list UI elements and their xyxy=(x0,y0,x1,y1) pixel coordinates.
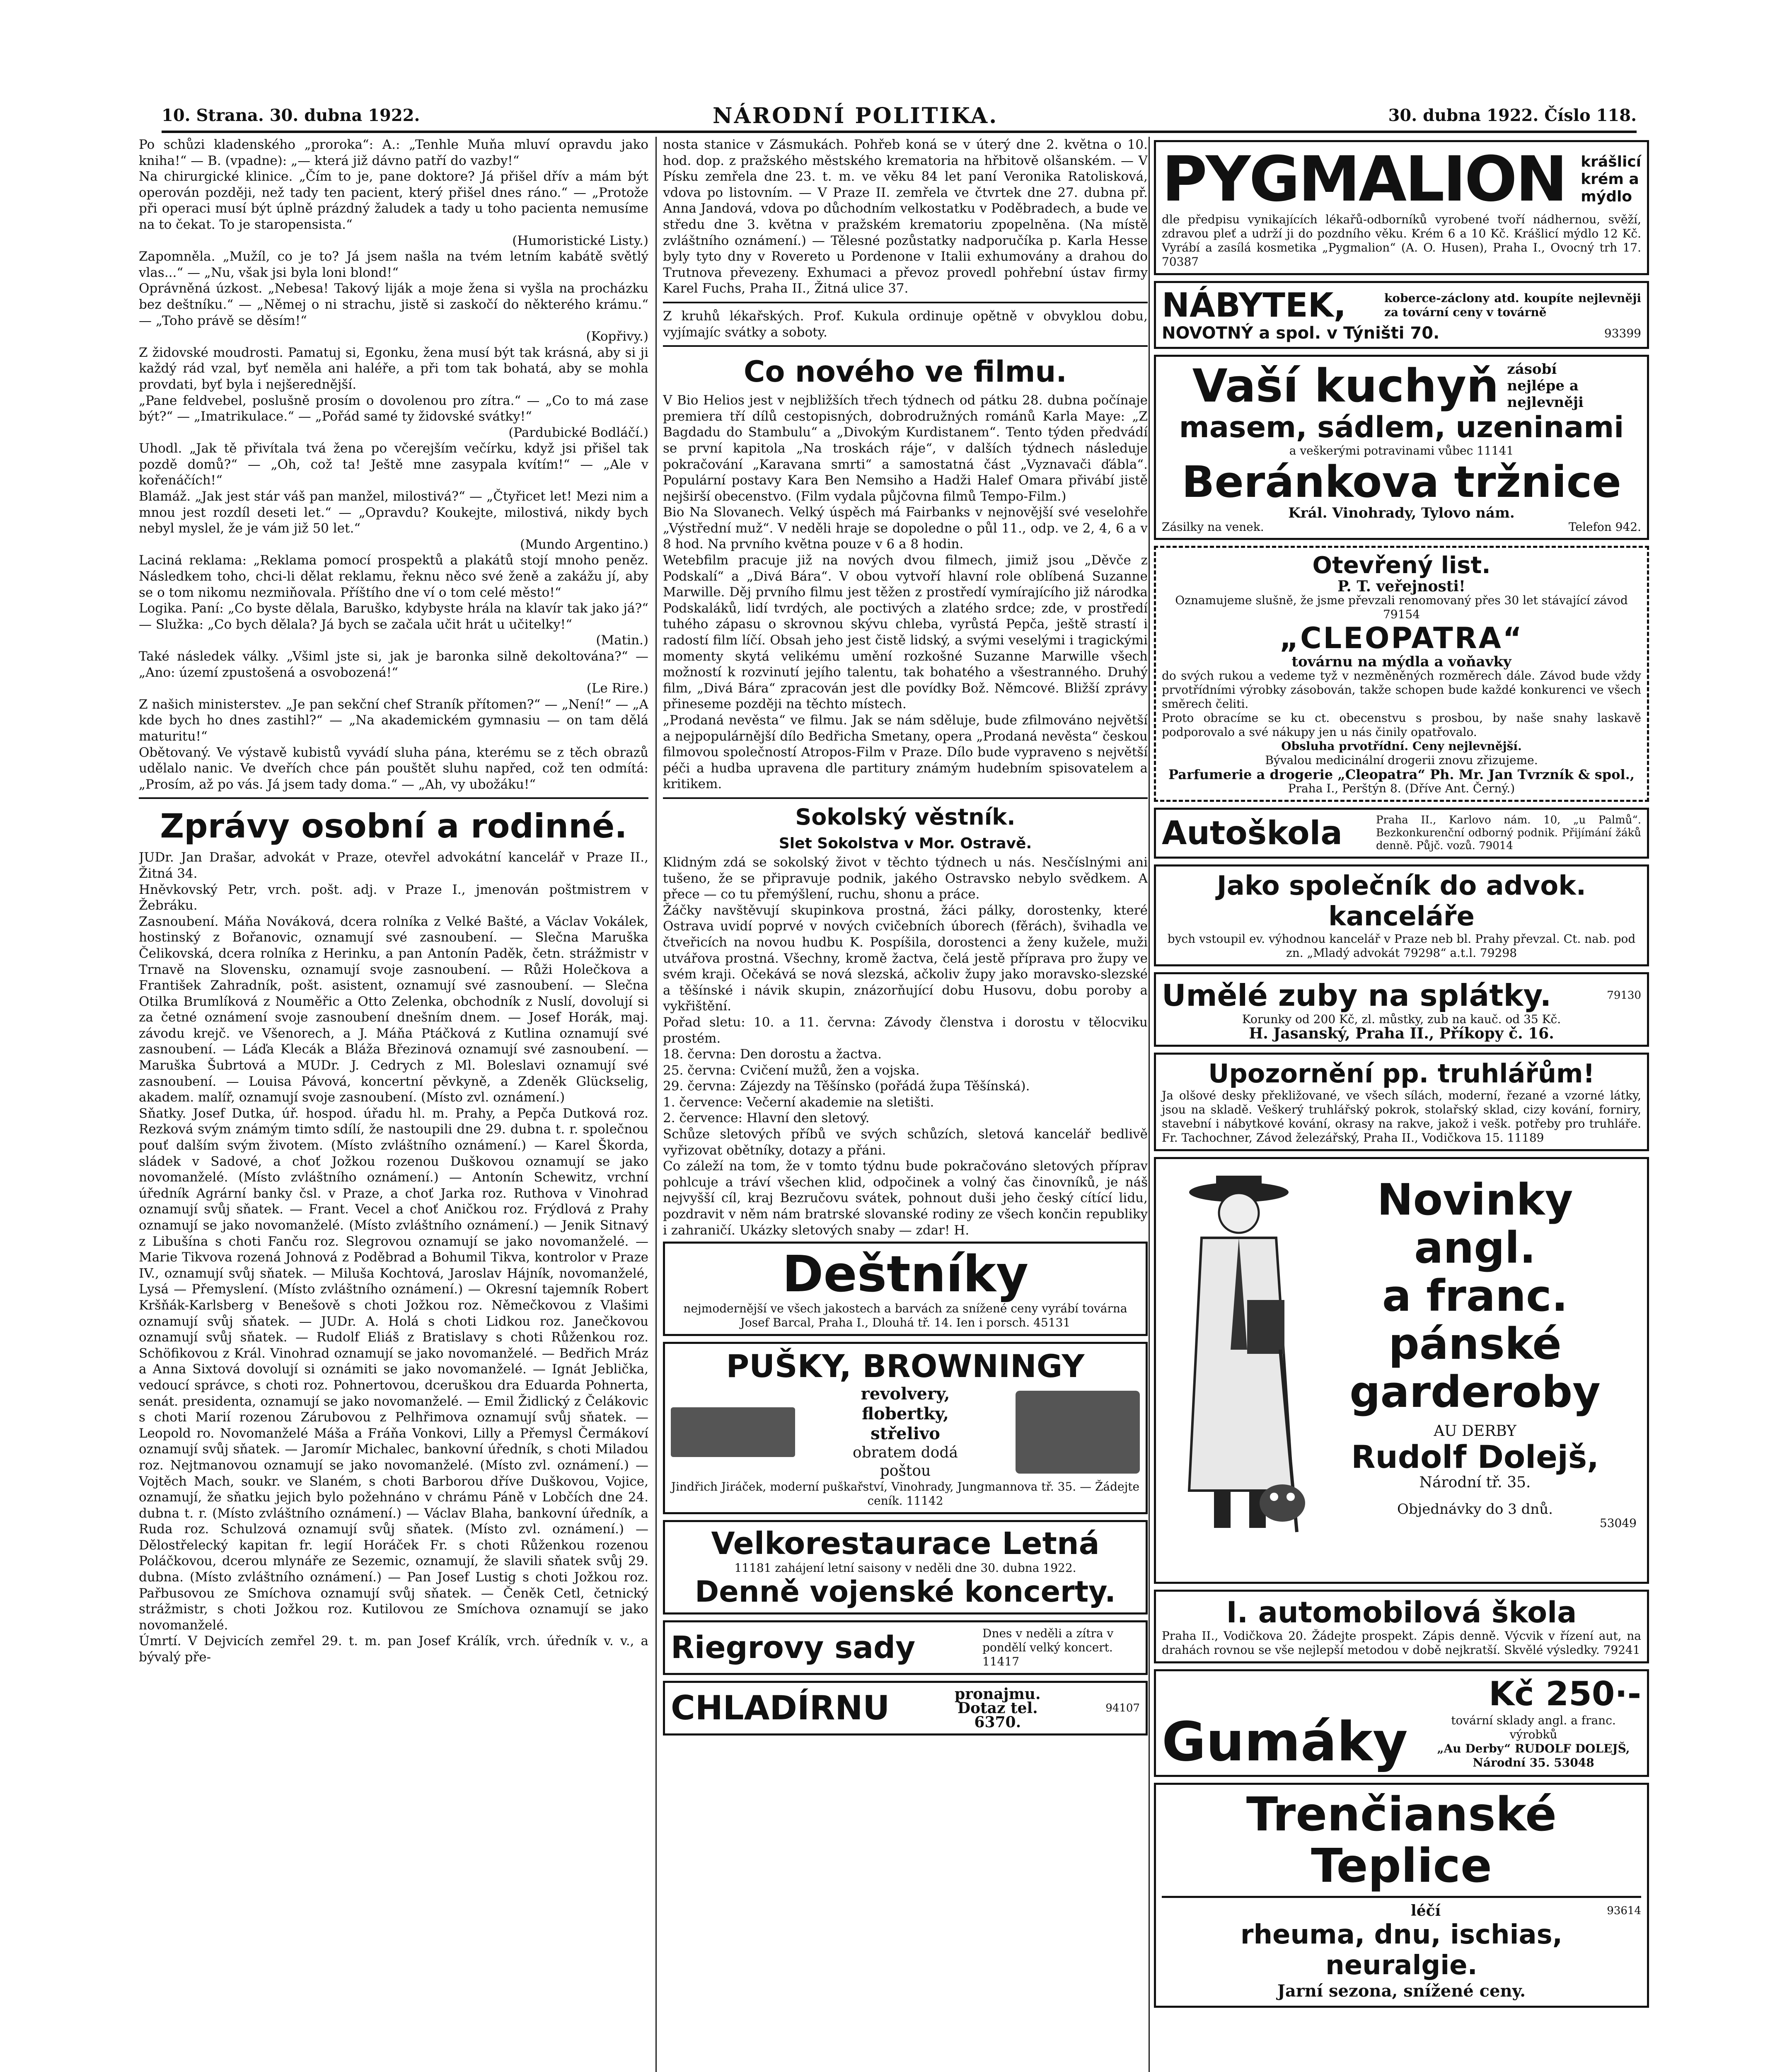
humor-source: (Le Rire.) xyxy=(586,681,648,696)
ad-list-brand: „CLEOPATRA“ xyxy=(1279,621,1524,655)
slet-section xyxy=(663,854,1148,1238)
humor-source: (Pardubické Bodláčí.) xyxy=(508,425,648,440)
humor-item: „Pane feldvebel, poslušně prosím o dovolenou pro zítra.“ — „Co to má zase být?“ — „Imatrikulace.“ — „Pořád samé ty židovské svátky!“ xyxy=(139,393,648,424)
ad-kuchyn-addr: Král. Vinohrady, Tylovo nám. xyxy=(1288,505,1515,521)
ad-nov-line: pánské xyxy=(1388,1319,1562,1369)
slet-item: Schůze sletových příbů ve svých schůzích, sletová kancelář bedlivě vyřizovat obětníky, dotazy a přáni. xyxy=(663,1127,1148,1158)
film-title: Co nového ve filmu. xyxy=(744,355,1067,389)
kruhu-lekarskych: Z kruhů lékařských. Prof. Kukula ordinuje opětně v obvyklou dobu, vyjímajíc svátky a soboty. xyxy=(663,308,1148,340)
ad-kuchyn-foot-right: Telefon 942. xyxy=(1568,520,1641,534)
humor-item: Zapomněla. „Mužíl, co je to? Já jsem našla na tvém letním kabátě světlý vlas...“ — „Nu, však jsi byla loni blond!“ xyxy=(139,249,648,280)
ad-list-p1: Oznamujeme slušně, že jsme převzali renomovaný přes 30 let stávající závod 79154 xyxy=(1175,593,1628,621)
humor-source: (Humoristické Listy.) xyxy=(512,233,648,248)
ad-chladirnu-num: 94107 xyxy=(1105,1702,1140,1715)
ad-chladirnu-text: pronajmu. Dotaz tel. 6370. xyxy=(955,1685,1041,1731)
slet-item: 1. července: Večerní akademie na sletišti. xyxy=(663,1094,934,1110)
ad-velk-title: Velkorestaurace Letná xyxy=(711,1526,1100,1562)
ad-pusky-addr: Jindřich Jiráček, moderní puškařství, Vinohrady, Jungmannova tř. 35. — Žádejte ceník. 11142 xyxy=(671,1480,1140,1508)
ad-auto-text: Praha II., Karlovo nám. 10, „u Palmů“. Bezkonkurenční odborný podnik. Přijímání žáků denně. Půjč. vozů. 79014 xyxy=(1376,814,1641,852)
humor-item: Po schůzi kladenského „proroka“: A.: „Tenhle Muňa mluví opravdu jako kniha!“ — B. (vpadne): „— která již dávno patří do vazby!“ xyxy=(139,137,648,168)
ad-kuchyn-side: zásobí nejlépe a nejlevněji xyxy=(1507,361,1584,411)
header-left: 10. Strana. 30. dubna 1922. xyxy=(162,106,420,125)
humor-item: Uhodl. „Jak tě přivítala tvá žena po včerejším večírku, když jsi přišel tak pozdě domů?“ — „Oh, což ta! Ještě mne zasypala kvítím!“ — „Ale v kořenáčích!“ xyxy=(139,441,648,488)
ad-kuchyn-foot-left: Zásilky na venek. xyxy=(1162,520,1264,534)
ad-gumaky-right xyxy=(1426,1714,1641,1770)
ad-chladirnu xyxy=(663,1681,1148,1736)
ad-list-p3: Proto obracíme se ku ct. obecenstvu s prosbou, by naše snahy laskavě podporovalo a své nákupy jen u nás činily opatřovalo. xyxy=(1162,711,1641,739)
section-divider xyxy=(139,797,648,799)
ad-zuby-addr: H. Jasanský, Praha II., Příkopy č. 16. xyxy=(1249,1025,1554,1042)
zpravy-item: Sňatky. Josef Dutka, úř. hospod. úřadu hl. m. Prahy, a Pepča Dutková roz. Rezková svým známým timto sdílí, že nastoupili dne 29. dubna t. r. společnou pouť dalším svým životem. (Místo zvláštního oznámení.) — Karel Škorda, sládek v Sadové, a choť Jožkou rozenou Duškovou oznamují se jako novomanželé. (Místo zvláštního oznámení.) — Antonín Schewitz, vrchní úředník Agrární banky čsl. v Praze, a choť Jarka roz. Ruthova v Vinohrad oznamují svůj sňatek. — Frant. Vecel a choť Aničkou roz. Frýdlová z Prahy oznamují se jako novomanželé. (Místo zvláštního oznámení.) — Jenik Sitnavý z Libušína s choti Fanču roz. Slegrovou oznamují se jako novomanželé. — Marie Tikvova rozená Johnová z Poděbrad a Bohumil Tikva, kontrolor v Praze IV., oznamují svůj sňatek. — Miluša Kochtová, Jaroslav Hájník, novomanželé, Lysá — Přemyslení. (Místo zvláštního oznámení.) — Okresní tajemník Robert Kršňák-Karlsberg v Benešově s choti Jožkou roz. Němečkovou z Vlašimi oznamují svůj sňatek. — JUDr. A. Holá s choti Lidkou roz. Janečkovou oznamují svůj sňatek. — Rudolf Eliáš z Bratislavy s choti Růženkou roz. Schöfikovou z Král. Vinohrad oznamují se jako novomanželé. — Bedřich Mráz a Anna Sixtová dovolují si oznámiti se jako novomanželé. — Ignát Jeblička, vedoucí správce, s choti roz. Pohnertovou, dceruškou dra Eduarda Pohnerta, senát. presidenta, oznamují se jako novomanželé. — Emil Židlický z Čelákovic s choti Marií rozenou Zárubovou z Pelhřimova oznamují svůj sňatek. — Leopold ro. Novomanželé Máša a Fráňa Vonkovi, Lilly a Přemysl Čermákoví oznamují svůj sňatek. — Jaromír Michalec, bankovní úředník, s choti Miladou roz. Nejtmanovou oznamují se jako novomanželé. (Místo zvl. oznámení.) — Vojtěch Mach, soukr. ve Slaném, s choti Barborou dříve Duškovou, Vojice, oznamují, že sňatku jejich bylo požehnáno v chrámu Páně v Lobčích dne 24. dubna t. r. (Místo zvláštního oznámení.) — Václav Blaha, bankovní úředník, a Ruda roz. Schulzová oznamují svůj sňatek. (Místo zvl. oznámení.) — Dělostřelecký kapitan fr. legií Horáček Fr. s choti Růženkou rozenou Poláčkovou, dcerou mlynáře ze Sezemic, oznamují, že slavili sňatek svůj 29. dubna. (Místo zvláštního oznámení.) — Pan Josef Lustig s choti Jožkou roz. Pařbusovou ze Smíchova oznamují svůj sňatek. — Čeněk Cetl, četnický strážmistr, s choti Jožkou roz. Kutilovou ze Smíchova oznamují se jako novomanželé. xyxy=(139,1106,648,1633)
ad-pyg-side-3: mýdlo xyxy=(1581,188,1632,205)
ad-nabytek xyxy=(1154,281,1649,349)
dog-illustration xyxy=(1255,1474,1309,1524)
zpravy-item: JUDr. Jan Drašar, advokát v Praze, otevřel advokátní kancelář v Praze II., Žitná 34. xyxy=(139,850,648,881)
ad-pusky-title: PUŠKY, BROWNINGY xyxy=(726,1348,1085,1385)
ad-gumaky-body xyxy=(1162,1710,1641,1773)
ad-list-p2: do svých rukou a vedeme tyž v nezměněných rozměrech dále. Závod bude vždy prvotřídními výrobky zásobován, takže schopen bude každé konkurenci ve všech směrech čeliti. xyxy=(1162,669,1641,711)
ad-automobilova xyxy=(1154,1590,1649,1663)
ad-pyg-text: dle předpisu vynikajících lékařů-odborníků vyrobené tvoří nádhernou, svěží, zdravou pleť a udrží ji do pozdního věku. Krém 6 a 10 Kč. Krášlicí mýdlo 12 Kč. Vyrábí a zasílá kosmetika „Pygmalion“ (A. O. Husen), Praha I., Ovocný trh 17. 70387 xyxy=(1162,213,1641,269)
humor-item: Oprávněná úzkost. „Nebesa! Takový liják a moje žena si vyšla na procházku bez deštníku.“ — „Němej o ni strachu, jistě si zaskočí do některého krámu.“ — „Toho právě se děsím!“ xyxy=(139,281,648,328)
zpravy-title: Zprávy osobní a rodinné. xyxy=(160,807,627,846)
ad-kuchyn-title: Vaší kuchyň xyxy=(1192,359,1499,412)
ad-tren-leci-row xyxy=(1162,1902,1641,1920)
ad-tren-line3: Jarní sezona, snížené ceny. xyxy=(1277,1981,1526,2001)
zpravy-item: Hněvkovský Petr, vrch. pošt. adj. v Praze I., jmenován poštmistrem v Žebráku. xyxy=(139,882,648,913)
ad-spol-text: bych vstoupil ev. výhodnou kancelář v Praze neb bl. Prahy převzal. Ct. nab. pod zn. „Mladý advokát 79298“ a.t.l. 79298 xyxy=(1167,932,1636,960)
humor-source: (Matin.) xyxy=(596,633,648,648)
ad-riegrovy-title: Riegrovy sady xyxy=(671,1630,916,1666)
ad-gumaky xyxy=(1154,1669,1649,1777)
slet-item: 29. června: Zájezdy na Těšínsko (pořádá župa Těšínská). xyxy=(663,1079,1030,1094)
ad-tren-line1: rheuma, dnu, ischias, xyxy=(1240,1920,1563,1950)
ad-kuchyn-foot xyxy=(1162,520,1641,534)
ad-pyg-side-2: krém a xyxy=(1581,171,1639,188)
ad-pyg-side-1: krášlicí xyxy=(1581,153,1641,170)
ad-nov-derby: AU DERBY xyxy=(1434,1423,1516,1440)
ad-autoskola xyxy=(1154,808,1649,859)
ad-list-p5: Bývalou medicinální drogerii znovu zřizujeme. xyxy=(1265,753,1538,767)
page-header xyxy=(162,103,1637,133)
slet-item: Žáčky navštěvují skupinkova prostná, žáci pálky, dorostenky, které Ostrava uvidí poprvé v nových cvičebních úborech (fěrách), švihadla ve čtveřicích na novou hudbu K. Pospíšila, dorostenci a ženy kužele, muži utvářova prostná. Všechny, kromě žactva, čelá jestě příprava pro župy ve svém kraji. Očekává se nová slezská, ačkoliv župy jako moravsko-slezské a těšínské i návik skupin, znázorňující dobu Husovu, dobu poroby a vykřištění. xyxy=(663,903,1148,1014)
ad-list-to: P. T. veřejnosti! xyxy=(1337,578,1465,595)
zpravy-section xyxy=(139,850,648,1665)
ad-zuby-text: Korunky od 200 Kč, zl. můstky, zub na kauč. od 35 Kč. xyxy=(1242,1012,1561,1026)
ad-pusky-middle xyxy=(831,1384,980,1480)
humor-item: Z židovské moudrosti. Pamatuj si, Egonku, žena musí být tak krásná, aby si ji každý rád vzal, byť neměla ani haléře, a při tom tak bohatá, aby se mohla provdati, byť byla i nejšerednější. xyxy=(139,345,648,392)
ad-novinky xyxy=(1154,1157,1649,1584)
ad-autom-title: I. automobilová škola xyxy=(1226,1595,1577,1629)
humor-section xyxy=(139,137,648,792)
ad-riegrovy xyxy=(663,1620,1148,1675)
ad-list-title: Otevřený list. xyxy=(1312,552,1491,579)
humor-item: Logika. Paní: „Co byste dělala, Baruško, kdybyste hrála na klavír tak jako já?“ — Služka: „Co bych dělala? Já bych se začala učit hrát u učitelky!“ xyxy=(139,601,648,632)
ad-truhlari xyxy=(1154,1053,1649,1151)
ad-gumaky-text: tovární sklady angl. a franc. výrobků xyxy=(1451,1714,1616,1741)
ad-zuby xyxy=(1154,972,1649,1047)
film-item: Wetebfilm pracuje již na nových dvou filmech, jimiž jsou „Děvče z Podskalí“ a „Divá Bára“. V obou vytvoří hlavní role oblíbená Suzanne Marwille. Děj prvního filmu jest těžen z prostředí vymírajícího již národka Podskaláků, lidí tvrdých, ale poctivých a zlatého srdce; zde, v prostředí tuhého zápasu o skrovnou skývu chleba, vyrůstá Pepča, ještě strastí i radostí film líčí. Obsah jeho jest čistě lidský, a svými veselými i tragickými momenty skytá velikému umění rozkošné Suzanne Marwille všech možností k rozvinutí jejího talentu, tak bohatého a všestranného. Druhý film, „Divá Bára“ zpracován jest dle povídky Bož. Němcové. Bližší zprávy přineseme později na těchto místech. xyxy=(663,553,1148,712)
ad-velk-line: 11181 zahájení letní saisony v neděli dne 30. dubna 1922. xyxy=(734,1561,1076,1575)
ad-zuby-num: 79130 xyxy=(1607,989,1641,1002)
slet-item: Pořad sletu: 10. a 11. června: Závody členstva i dorostu v tělocviku prostém. xyxy=(663,1014,1148,1046)
pistol-image xyxy=(1016,1391,1140,1474)
humor-item: Na chirurgické klinice. „Čím to je, pane doktore? Já přišel dřív a mám být operován později, než tady ten pacient, který přišel dnes ráno.“ — „Protože při operaci musí být úplně prázdný žaludek a tady u toho pacienta nemusíme na to čekat. To je staropensista.“ xyxy=(139,169,648,232)
ad-tren-num: 93614 xyxy=(1607,1905,1641,1917)
ad-nab-title: NÁBYTEK, xyxy=(1162,286,1346,324)
ad-list-p4: Obsluha prvotřídní. Ceny nejlevnější. xyxy=(1281,739,1522,753)
humor-item: Také následek války. „Všiml jste si, jak je baronka silně dekoltována?“ — „Ano: území zpustošená a osvobozená!“ xyxy=(139,649,648,680)
ad-auto-title: Autoškola xyxy=(1162,814,1342,852)
ad-tren-line2: neuralgie. xyxy=(1325,1950,1478,1981)
humor-item: Obětovaný. Ve výstavě kubistů vyvádí sluha pána, kterému se z těch obrazů udělalo nanic. Ve dveřích chce pán pouštět sluhu napřed, což ten odmítá: „Prosím, až po vás. Já jsem tady doma.“ — „Ah, vy ubožáku!“ xyxy=(139,745,648,792)
humor-source: (Kopřivy.) xyxy=(586,329,648,344)
ad-kuchyn xyxy=(1154,355,1649,540)
ad-chladirnu-title: CHLADÍRNU xyxy=(671,1689,890,1728)
ad-gumaky-title: Gumáky xyxy=(1162,1710,1408,1773)
ad-destniky xyxy=(663,1242,1148,1336)
ad-nov-line: angl. xyxy=(1414,1222,1536,1273)
column-2 xyxy=(663,137,1148,2072)
ad-nab-text: koberce-záclony atd. koupíte nejlevněji za tovární ceny v továrně xyxy=(1384,291,1641,319)
ad-tren-title: Trenčianské Teplice xyxy=(1162,1789,1641,1898)
section-divider xyxy=(663,302,1148,303)
ad-nov-name: Rudolf Dolejš, xyxy=(1351,1438,1599,1475)
ad-spol-title: Jako společník do advok. kanceláře xyxy=(1216,871,1586,932)
humor-item: Z našich ministerstev. „Je pan sekční chef Straník přítomen?“ — „Není!“ — „A kde bych ho dnes zastihl?“ — „Na akademickém gymnasiu — on tam dělá maturitu!“ xyxy=(139,697,648,744)
ad-kuchyn-sub: masem, sádlem, uzeninami xyxy=(1179,410,1624,444)
ad-zuby-title: Umělé zuby na splátky. xyxy=(1162,978,1552,1013)
slet-item: Co záleží na tom, že v tomto týdnu bude pokračováno sletových příprav pohlcuje a tráví všechen klid, odpočinek a volný čas činovníků, je náš nejvyšší cíl, kraj Bezručovu svátek, pohnout duši jeho český cítící lidu, pozdravit v něm nám bratrské slovanské rodiny ze všech končin republiky i zahraničí. Ukázky sletových snaby — zdar! H. xyxy=(663,1159,1148,1238)
ad-trencianske xyxy=(1154,1783,1649,2008)
ad-spolecnik xyxy=(1154,864,1649,966)
ad-kuchyn-line: a veškerými potravinami vůbec 11141 xyxy=(1289,444,1514,457)
ad-velkorestaurace xyxy=(663,1520,1148,1615)
ad-kc-title: Kč 250·- xyxy=(1489,1675,1641,1713)
ad-truhl-text: Ja olšové desky překližované, ve všech sílách, moderní, řezané a vzorné látky, jsou na skladě. Veškerý truhlářský pokrok, stolařský sklad, cizy kování, forniry, stavební i nábytkové kování, okrasy na rakve, jakož i vešk. potřeby pro truhláře. Fr. Tachochner, Závod železářský, Praha II., Vodičkova 15. 11189 xyxy=(1162,1089,1641,1145)
ad-destniky-title: Deštníky xyxy=(782,1246,1029,1304)
column-divider xyxy=(655,137,657,2072)
humor-item: Blamáž. „Jak jest stár váš pan manžel, milostivá?“ — „Čtyřicet let! Mezi nim a mnou jest rozdíl deseti let.“ — „Opravdu? Koukejte, milostivá, nikdy bych nebyl myslel, že je vám již 50 let.“ xyxy=(139,489,648,536)
ad-nov-num: 53049 xyxy=(1599,1516,1637,1530)
ad-kuchyn-name: Beránkova tržnice xyxy=(1182,457,1621,507)
ad-gumaky-addr: „Au Derby“ RUDOLF DOLEJŠ, Národní 35. 53048 xyxy=(1437,1742,1630,1769)
ad-truhl-title: Upozornění pp. truhlářům! xyxy=(1208,1058,1595,1089)
ad-novinky-text xyxy=(1313,1176,1637,1530)
ad-nov-line: Novinky xyxy=(1377,1174,1573,1225)
ad-list-brand-sub: továrnu na mýdla a voňavky xyxy=(1291,654,1511,670)
sokol-title: Sokolský věstník. xyxy=(795,804,1016,830)
ad-pusky xyxy=(663,1342,1148,1514)
ad-nov-line: a franc. xyxy=(1382,1271,1568,1321)
ad-kuchyn-head xyxy=(1162,361,1641,411)
zpravy-item: Úmrtí. V Dejvicích zemřel 29. t. m. pan Josef Králík, vrch. úředník v. v., a bývalý pře- xyxy=(139,1634,648,1665)
column-3 xyxy=(1154,137,1649,2072)
obituary-text: nosta stanice v Zásmukách. Pohřeb koná se v úterý dne 2. května o 10. hod. dop. z pražského městského krematoria na hřbitově olšanském. — V Písku zemřela dne 23. t. m. ve věku 84 let paní Veronika Ratolisková, vdova po listovním. — V Praze II. zemřela ve čtvrtek dne 27. dubna př. Anna Jandová, vdova po důchodním velkostatku v Poděbradech, a bude ve středu dne 3. května v pražském krematoriu zpopelněna. (Na místě zvláštního oznámení.) — Tělesné pozůstatky nadporučíka p. Karla Hesse byly tyto dny v Rovereto u Pordenone v Italii exhumovány a drahou do Trutnova převezeny. Exhumaci a převoz provedl pohřební ústav firmy Karel Fuchs, Praha II., Žitná ulice 37. xyxy=(663,137,1148,296)
ad-tren-leci: léčí xyxy=(1411,1902,1441,1920)
ad-nov-note: Objednávky do 3 dnů. xyxy=(1397,1501,1553,1518)
slet-item: Klidným zdá se sokolský život v těchto týdnech u nás. Nesčíslnými ani tušeno, že se připravuje podnik, jakého Ostravsko nebylo svědkem. A přece — co tu přemýšlení, ruchu, shonu a práce. xyxy=(663,854,1148,902)
film-section xyxy=(663,392,1148,792)
film-item: „Prodaná nevěsta“ ve filmu. Jak se nám sděluje, bude zfilmováno největší a nejpopulárnější dílo Bedřicha Smetany, opera „Prodaná nevěsta“ českou filmovou společností Atropos-Film v Praze. Dílo bude vypraveno s největší péči a hudba upravena dle partitury známým hudebním spisovatelem a kritikem. xyxy=(663,713,1148,792)
ad-list-sign: Parfumerie a drogerie „Cleopatra“ Ph. Mr. Jan Tvrzník & spol., xyxy=(1168,767,1635,782)
ad-autom-text: Praha II., Vodičkova 20. Žádejte prospekt. Zápis denně. Výcvik v řízení aut, na drahách rovnou se vše nejlepší metodou v době nejkratší. Skvělé výsledky. 79241 xyxy=(1162,1629,1641,1657)
column-divider xyxy=(1149,137,1150,2072)
ad-pyg-head xyxy=(1162,143,1641,215)
ad-list-addr: Praha I., Perštýn 8. (Dříve Ant. Černý.) xyxy=(1288,782,1515,795)
zpravy-item: Zasnoubení. Máňa Nováková, dcera rolníka z Velké Bašté, a Václav Vokálek, hostinský z Bořanovic, oznamují své zasnoubení. — Slečna Maruška Čelikovská, dcera rolníka z Herinku, a pan Antonín Paděk, četn. strážmistr v Trnavě na Slovensku, oznamují svoje zasnoubení. — Růži Holečkova a František Zahradník, pošt. asistent, oznamují své zasnoubení. — Slečna Otilka Brumlíková z Nouměřic a Otto Zelenka, obchodník z Nuslí, dovolují si za četné oznámení svoje zasnoubení dnešním dnem. — Josef Horák, maj. závodu krejč. ve Všenorech, a J. Máňa Ptáčková z Kutlina oznamují své zasnoubení. — Láďa Klecák a Bláža Březinová oznamují své zasnoubení. — Maruška Šubrtová a MUDr. J. Cedrych z Ml. Boleslavi oznamují své zasnoubení. — Louisa Pávová, koncertní pěvkyně, a Zdeněk Glückselig, akadem. malíř, oznamují svoje zasnoubení. (Místo zvl. oznámení.) xyxy=(139,914,648,1105)
humor-item: Laciná reklama: „Reklama pomocí prospektů a plakátů stojí mnoho peněz. Následkem toho, chci-li dělat reklamu, řeknu něco své ženě a zakážu jí, aby se o tom nikomu nezmiňovala. Příštího dne ví o tom celé město!“ xyxy=(139,553,648,600)
column-1 xyxy=(139,137,648,2072)
ad-nab-num: 93399 xyxy=(1604,326,1641,340)
slet-item: 2. července: Hlavní den sletový. xyxy=(663,1111,870,1126)
humor-source: (Mundo Argentino.) xyxy=(520,537,648,552)
rifle-image xyxy=(671,1407,795,1457)
ad-riegrovy-text: Dnes v neděli a zítra v pondělí velký koncert. 11417 xyxy=(982,1627,1114,1669)
section-divider xyxy=(663,797,1148,799)
newspaper-title: NÁRODNÍ POLITIKA. xyxy=(713,103,999,128)
ad-velk-sub: Denně vojenské koncerty. xyxy=(695,1575,1116,1609)
ad-nab-foot xyxy=(1162,324,1641,343)
slet-item: 25. června: Cvičení mužů, žen a vojska. xyxy=(663,1063,920,1078)
ad-nab-head xyxy=(1162,287,1641,324)
ad-pyg-side xyxy=(1581,153,1641,206)
film-item: Bio Na Slovanech. Velký úspěch má Fairbanks v nejnovější své veselohře „Výstřední muž“. V neděli hraje se dopoledne o půl 11., odp. ve 2, 4, 6 a v 8 hod. Na prvního května pouze v 6 a 8 hodin. xyxy=(663,505,1148,552)
ad-pusky-order: obratem dodá poštou xyxy=(853,1444,958,1480)
ad-nov-lines xyxy=(1313,1176,1637,1416)
slet-item: 18. června: Den dorostu a žactva. xyxy=(663,1047,882,1062)
film-item: V Bio Helios jest v nejbližších třech týdnech od pátku 28. dubna počínaje premiera tří dílů cestopisných, dobrodružných románů Karla Maye: „Z Bagdadu do Stambulu“ a „Divokým Kurdistanem“. Tento týden předvádí se první kapitola „Na troskách ráje“, v dalších týdnech následuje pokračování „Karavana smrti“ a samostatná část „Vyznavači ďábla“. Populární postavy Kara Ben Nemsiho a Hadži Halef Omara přivábí jistě nejširší obecenstvo. (Film vydala půjčovna filmů Tempo-Film.) xyxy=(663,393,1148,504)
ad-zuby-head xyxy=(1162,978,1641,1012)
ad-pusky-sub: revolvery, flobertky, střelivo xyxy=(861,1384,950,1444)
ad-nov-line: garderoby xyxy=(1349,1367,1601,1417)
ad-nov-addr: Národní tř. 35. xyxy=(1419,1474,1531,1491)
header-right: 30. dubna 1922. Číslo 118. xyxy=(1388,106,1637,125)
ad-pygmalion xyxy=(1154,140,1649,275)
slet-title: Slet Sokolstva v Mor. Ostravě. xyxy=(779,835,1032,852)
ad-pyg-title: PYGMALION xyxy=(1162,143,1566,215)
ad-nab-addr: NOVOTNÝ a spol. v Týništi 70. xyxy=(1162,324,1440,343)
section-divider xyxy=(663,345,1148,347)
ad-otevreny-list xyxy=(1154,546,1649,802)
ad-destniky-text: nejmodernější ve všech jakostech a barvách za snížené ceny vyrábí továrna Josef Barcal, Praha I., Dlouhá tř. 14. Ien i porsch. 45131 xyxy=(683,1302,1127,1330)
ad-pusky-body xyxy=(671,1385,1140,1480)
